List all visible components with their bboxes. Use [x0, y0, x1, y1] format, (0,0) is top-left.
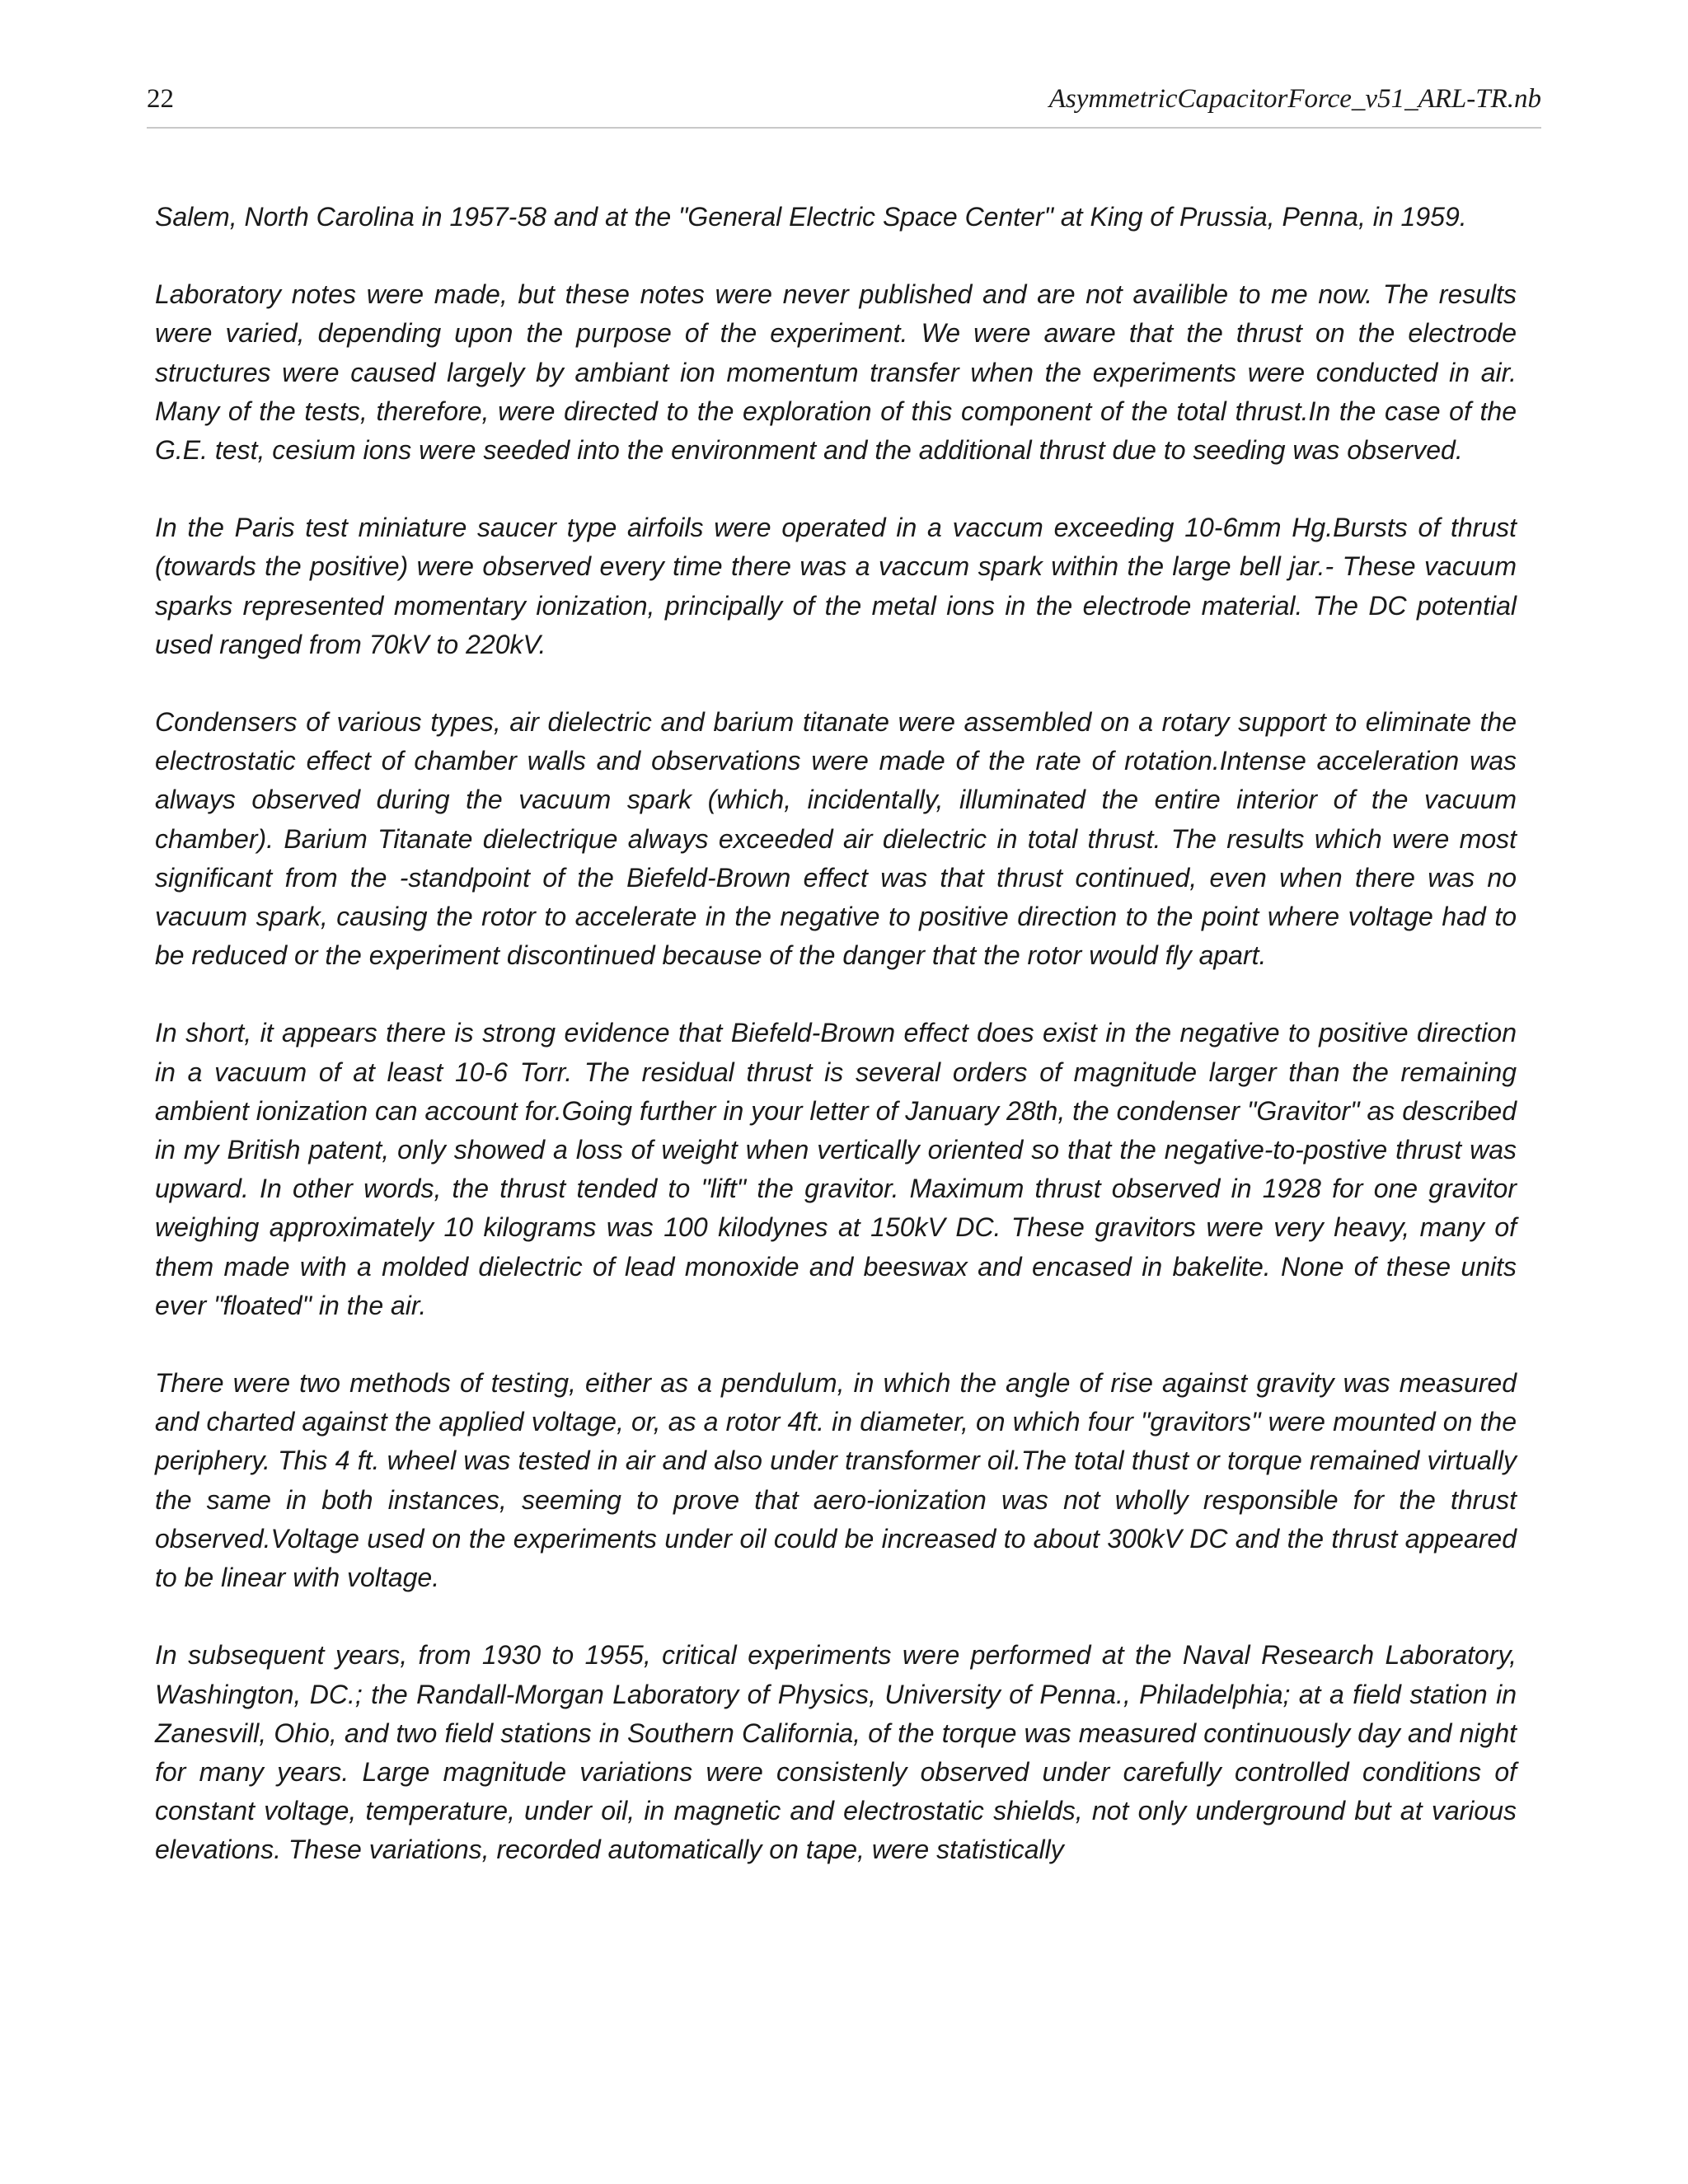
paragraph: Condensers of various types, air dielectric and barium titanate were assembled on a rotary support to eliminate the electrostatic effect of chamber walls and observations were made of the rate of rotation.Intense acceleration was always observed during the vacuum spark (which, incidentally, illuminated the entire interior of the vacuum chamber). Barium Titanate dielectrique always exceeded air dielectric in total thrust. The results which were most significant from the -standpoint of the Biefeld-Brown effect was that thrust continued, even when there was no vacuum spark, causing the rotor to accelerate in the negative to positive direction to the point where voltage had to be reduced or the experiment discontinued because of the danger that the rotor would fly apart.	[155, 707, 1517, 971]
paragraph: In subsequent years, from 1930 to 1955, critical experiments were performed at the Naval Research Laboratory, Washington, DC.; the Randall-Morgan Laboratory of Physics, University of Penna., Philadelphia; at a field station in Zanesvill, Ohio, and two field stations in Southern California, of the torque was measured continuously day and night for many years. Large magnitude variations were consistenly observed under carefully controlled conditions of constant voltage, temperature, under oil, in magnetic and electrostatic shields, not only underground but at various elevations. These variations, recorded automatically on tape, were statistically	[155, 1640, 1517, 1865]
document-filename: AsymmetricCapacitorForce_v51_ARL-TR.nb	[1048, 84, 1541, 114]
paragraph: In the Paris test miniature saucer type airfoils were operated in a vaccum exceeding 10-6mm Hg.Bursts of thrust (towards the positive) were observed every time there was a vaccum spark within the large bell jar.- These vacuum sparks represented momentary ionization, principally of the metal ions in the electrode material. The DC potential used ranged from 70kV to 220kV.	[155, 513, 1517, 659]
paragraph: In short, it appears there is strong evidence that Biefeld-Brown effect does exist in the negative to positive direction in a vacuum of at least 10-6 Torr. The residual thrust is several orders of magnitude larger than the remaining ambient ionization can account for.Going further in your letter of January 28th, the condenser "Gravitor" as described in my British patent, only showed a loss of weight when vertically oriented so that the negative-to-postive thrust was upward. In other words, the thrust tended to "lift" the gravitor. Maximum thrust observed in 1928 for one gravitor weighing approximately 10 kilograms was 100 kilodynes at 150kV DC. These gravitors were very heavy, many of them made with a molded dielectric of lead monoxide and beeswax and encased in bakelite. None of these units ever "floated" in the air.	[155, 1018, 1517, 1320]
page-number: 22	[147, 84, 174, 114]
paragraph: Laboratory notes were made, but these notes were never published and are not availible to me now. The results were varied, depending upon the purpose of the experiment. We were aware that the thrust on the electrode structures were caused largely by ambiant ion momentum transfer when the experiments were conducted in air. Many of the tests, therefore, were directed to the exploration of this component of the total thrust.In the case of the G.E. test, cesium ions were seeded into the environment and the additional thrust due to seeding was observed.	[155, 279, 1517, 466]
body-text	[155, 198, 1517, 1909]
paragraph: There were two methods of testing, either as a pendulum, in which the angle of rise against gravity was measured and charted against the applied voltage, or, as a rotor 4ft. in diameter, on which four "gravitors" were mounted on the periphery. This 4 ft. wheel was tested in air and also under transformer oil.The total thust or torque remained virtually the same in both instances, seeming to prove that aero-ionization was not wholly responsible for the thrust observed.Voltage used on the experiments under oil could be increased to about 300kV DC and the thrust appeared to be linear with voltage.	[155, 1368, 1517, 1593]
page-header	[147, 76, 1541, 129]
paragraph: Salem, North Carolina in 1957-58 and at the "General Electric Space Center" at King of Prussia, Penna, in 1959.	[155, 202, 1467, 232]
